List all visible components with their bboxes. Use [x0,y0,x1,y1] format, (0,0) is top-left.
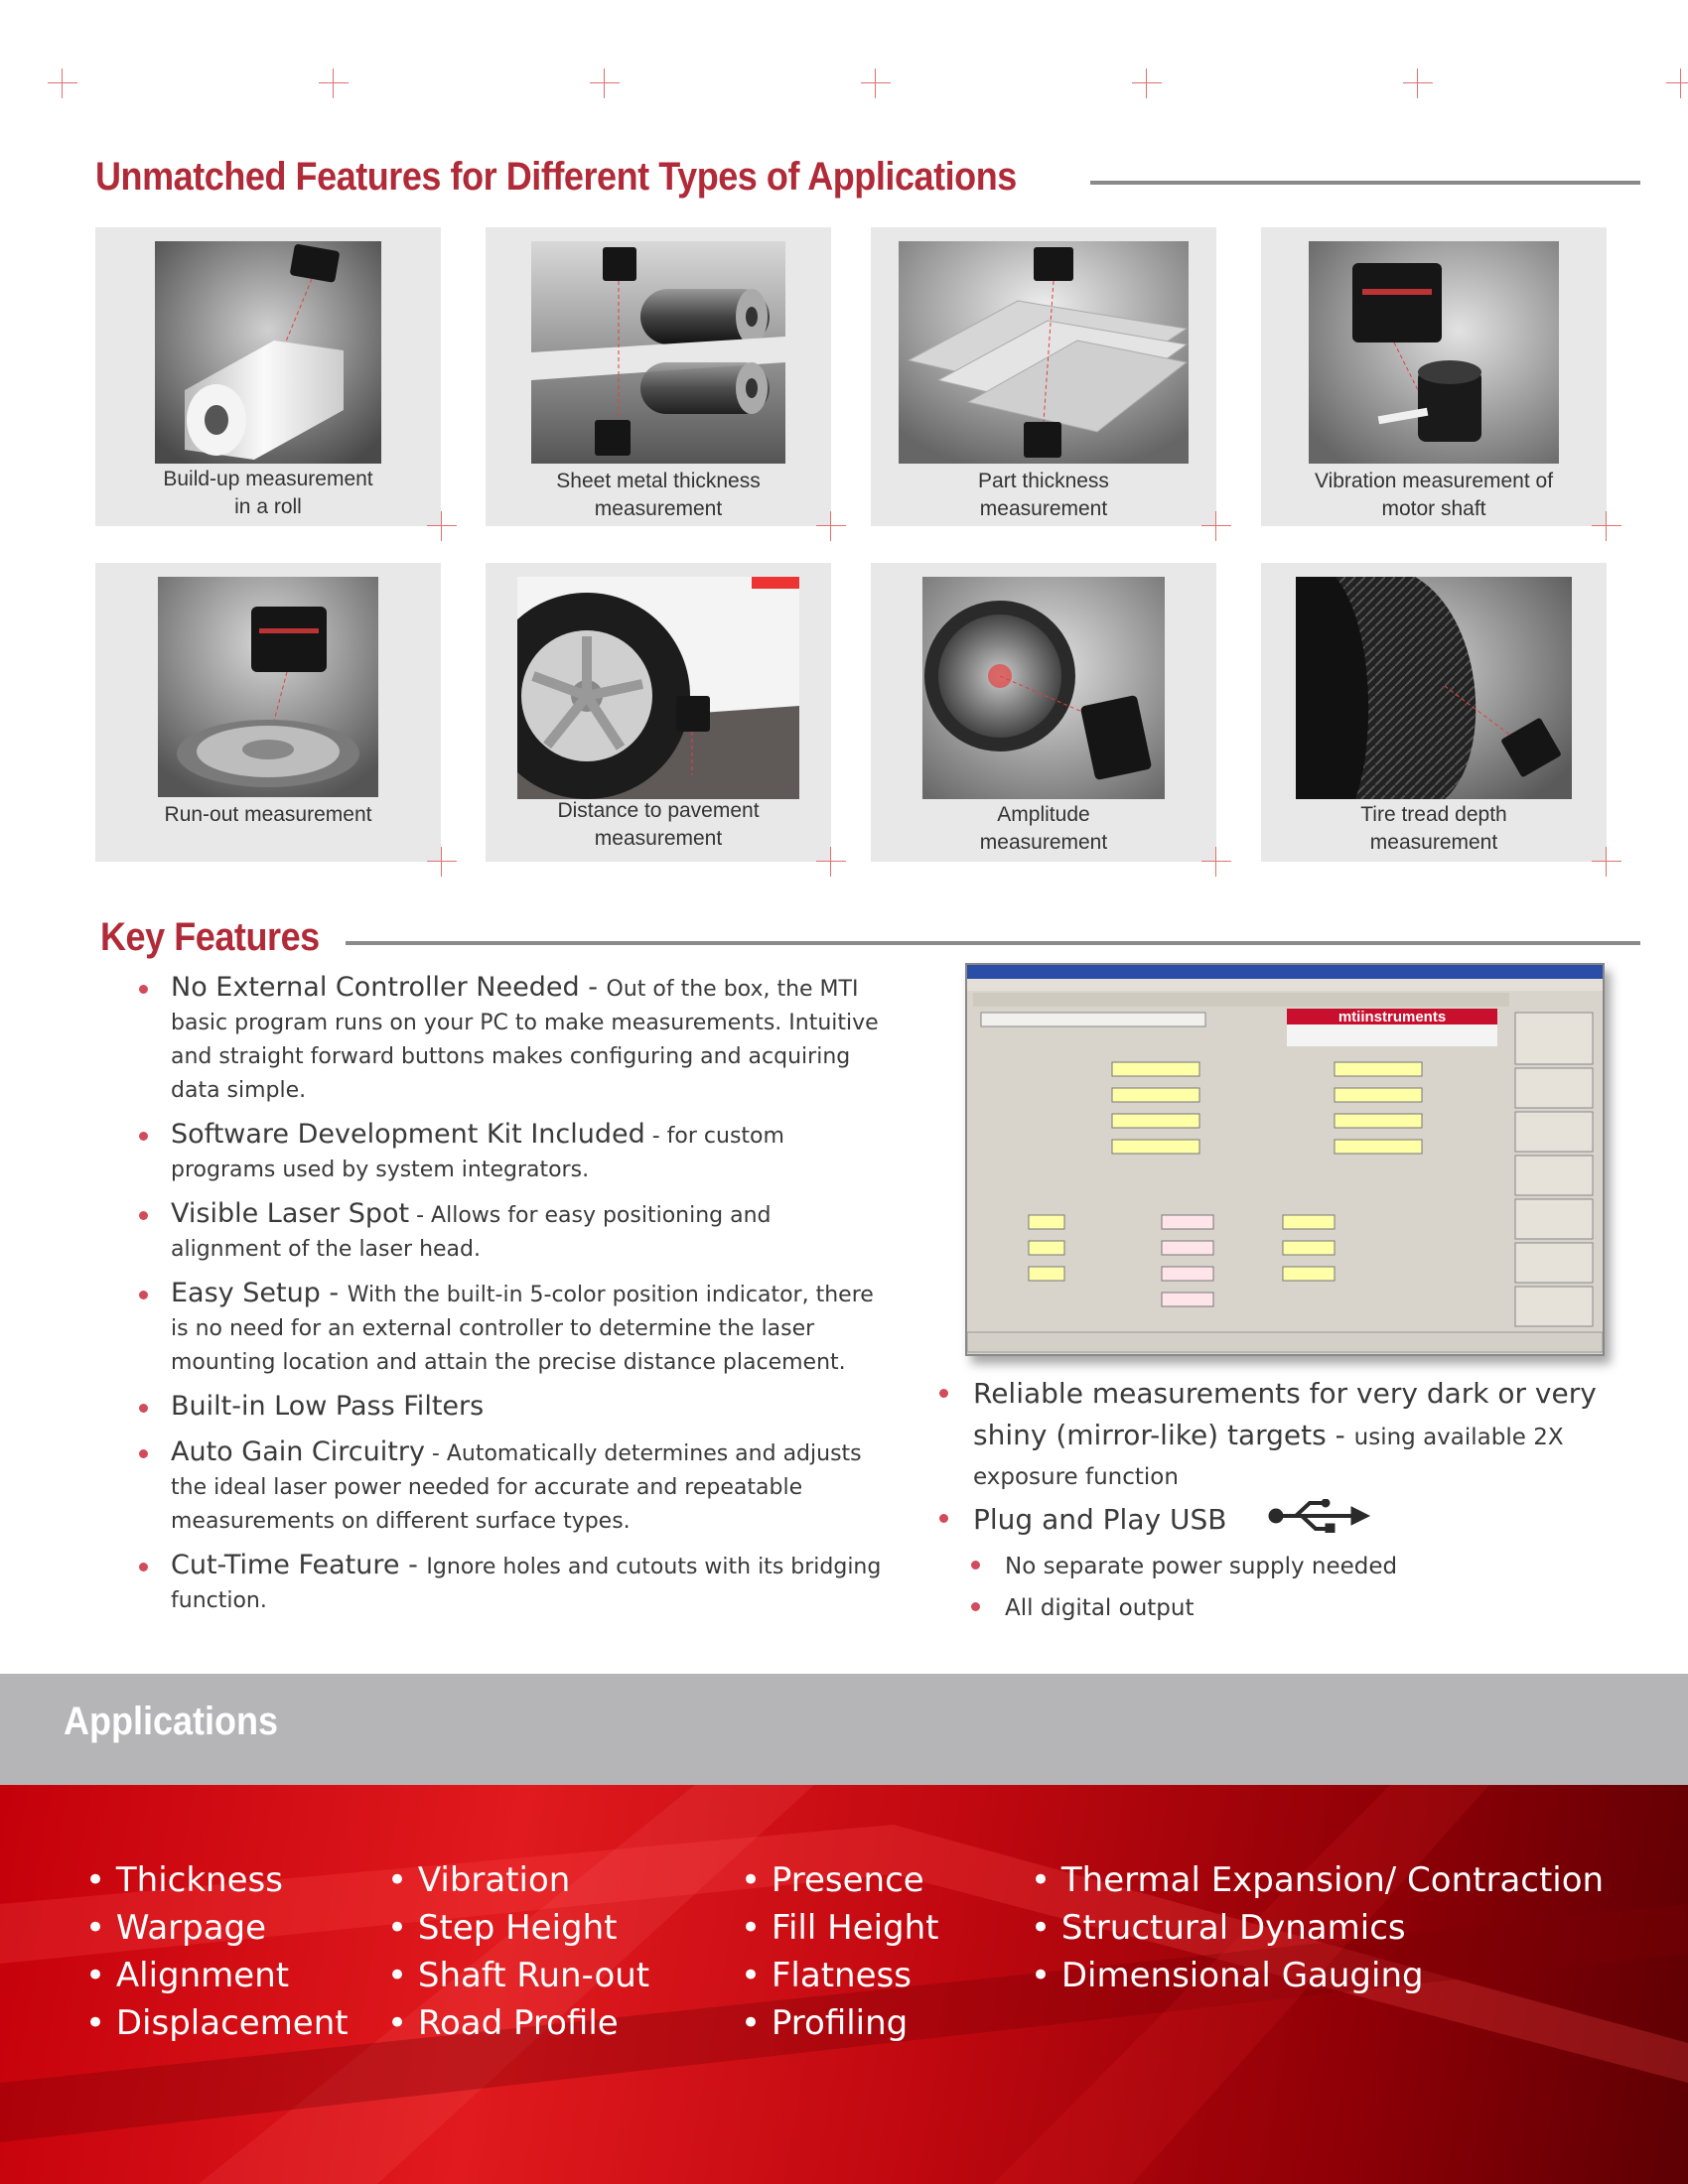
caption-line: Sheet metal thickness [556,470,761,492]
crop-mark [1666,68,1688,98]
key-features-title: Key Features [100,915,320,959]
feature-title: Software Development Kit Included [171,1119,645,1150]
caption-line: measurement [594,497,723,520]
tile-caption [871,468,1216,523]
application-item: • Road Profile [387,1999,649,2047]
tile-caption [95,801,441,829]
title-rule [1090,181,1640,185]
caption-line: measurement [1369,831,1498,854]
caption-line: Run-out measurement [164,803,372,826]
caption-line: motor shaft [1381,497,1486,520]
feature-title: Cut-Time Feature - [171,1550,427,1580]
application-item: • Displacement [85,1999,349,2047]
tile-caption [95,466,441,521]
feature-title: Plug and Play USB [973,1503,1227,1536]
caption-line: Distance to pavement [557,799,760,822]
caption-line: Amplitude [997,803,1090,826]
sub-feature-item: All digital output [931,1587,1626,1629]
roll-photo [155,241,381,464]
feature-item [133,971,888,1108]
caption-line: Part thickness [978,470,1109,492]
feature-item [133,1277,888,1380]
feature-desc: With the built-in 5-color position indicator, there is no need for an external controller to determine the laser mounting location and attain the precise distance placement. [171,1283,874,1375]
app-tile-vibration [1261,227,1607,526]
applications-column-2 [387,1856,649,2047]
runout-photo [158,577,378,797]
feature-title: Reliable measurements for very dark or very shiny (mirror-like) targets - [973,1377,1597,1451]
sub-feature-item: No separate power supply needed [931,1546,1626,1587]
app-tile-part-thickness [871,227,1216,526]
application-item: • Flatness [741,1952,939,1999]
caption-line: Build-up measurement [163,468,373,490]
crop-mark [861,68,891,98]
application-item: • Presence [741,1856,939,1904]
tile-caption [1261,801,1607,857]
part-thickness-photo [899,241,1189,464]
application-item: • Thickness [85,1856,349,1904]
application-item: • Dimensional Gauging [1031,1952,1604,1999]
feature-desc: using available 2X exposure function [973,1425,1564,1490]
crop-mark [816,511,846,541]
feature-item [931,1499,1626,1546]
caption-line: Tire tread depth [1360,803,1507,826]
caption-line: Vibration measurement of [1314,470,1554,492]
vibration-photo [1309,241,1559,464]
pavement-photo [517,577,799,799]
app-tile-amplitude [871,563,1216,862]
app-tile-sheet-metal [486,227,831,526]
software-screenshot [965,963,1605,1356]
crop-mark [427,511,457,541]
feature-item [931,1374,1626,1497]
feature-desc: Out of the box, the MTI basic program runs on your PC to make measurements. Intuitive and straight forward buttons makes configuring and acquiring data simple. [171,977,879,1103]
feature-desc: - for custom programs used by system integrators. [171,1124,784,1182]
app-tile-runout [95,563,441,862]
crop-mark [1201,511,1231,541]
app-tile-tire [1261,563,1607,862]
application-item: • Vibration [387,1856,649,1904]
tile-caption [871,801,1216,857]
application-item: • Shaft Run-out [387,1952,649,1999]
feature-item [133,1435,888,1539]
application-item: • Thermal Expansion/ Contraction [1031,1856,1604,1904]
crop-mark [319,68,349,98]
applications-column-1 [85,1856,349,2047]
feature-desc: - Allows for easy positioning and alignment of the laser head. [171,1203,772,1262]
feature-title: Easy Setup - [171,1278,348,1308]
applications-title: Applications [64,1700,279,1743]
feature-item [133,1118,888,1187]
crop-mark [1592,511,1621,541]
app-tile-roll [95,227,441,526]
applications-column-4 [1031,1856,1604,1999]
applications-column-3 [741,1856,939,2047]
crop-mark [816,847,846,877]
crop-mark [48,68,77,98]
crop-mark [1403,68,1433,98]
software-logo: mtiinstruments [1337,1009,1447,1025]
application-item: • Fill Height [741,1904,939,1952]
crop-mark [1592,847,1621,877]
feature-item [133,1390,888,1426]
feature-item [133,1197,888,1267]
application-item: • Structural Dynamics [1031,1904,1604,1952]
application-item: • Step Height [387,1904,649,1952]
feature-title: Built-in Low Pass Filters [171,1391,485,1422]
right-features-list [931,1374,1626,1629]
crop-mark [1132,68,1162,98]
feature-title: Auto Gain Circuitry [171,1436,425,1467]
usb-icon [1268,1499,1371,1546]
application-item: • Profiling [741,1999,939,2047]
tire-photo [1296,577,1572,799]
amplitude-photo [922,577,1165,799]
sheet-metal-photo [531,241,785,464]
crop-mark [590,68,620,98]
caption-line: in a roll [234,495,302,518]
feature-title: No External Controller Needed - [171,972,607,1003]
crop-mark [427,847,457,877]
caption-line: measurement [979,497,1108,520]
tile-caption [1261,468,1607,523]
crop-mark [1201,847,1231,877]
feature-title: Visible Laser Spot [171,1198,410,1229]
feature-item [133,1549,888,1618]
app-tile-pavement [486,563,831,862]
caption-line: measurement [594,827,723,850]
application-item: • Alignment [85,1952,349,1999]
caption-line: measurement [979,831,1108,854]
feature-desc: - Automatically determines and adjusts the ideal laser power needed for accurate and repeatable measurements on different surface types. [171,1441,862,1534]
feature-desc: Ignore holes and cutouts with its bridging function. [171,1555,882,1613]
key-features-list [133,971,888,1628]
tile-caption [486,797,831,853]
tile-caption [486,468,831,523]
page-title: Unmatched Features for Different Types of Applications [95,155,1017,199]
key-features-rule [346,941,1640,945]
application-item: • Warpage [85,1904,349,1952]
